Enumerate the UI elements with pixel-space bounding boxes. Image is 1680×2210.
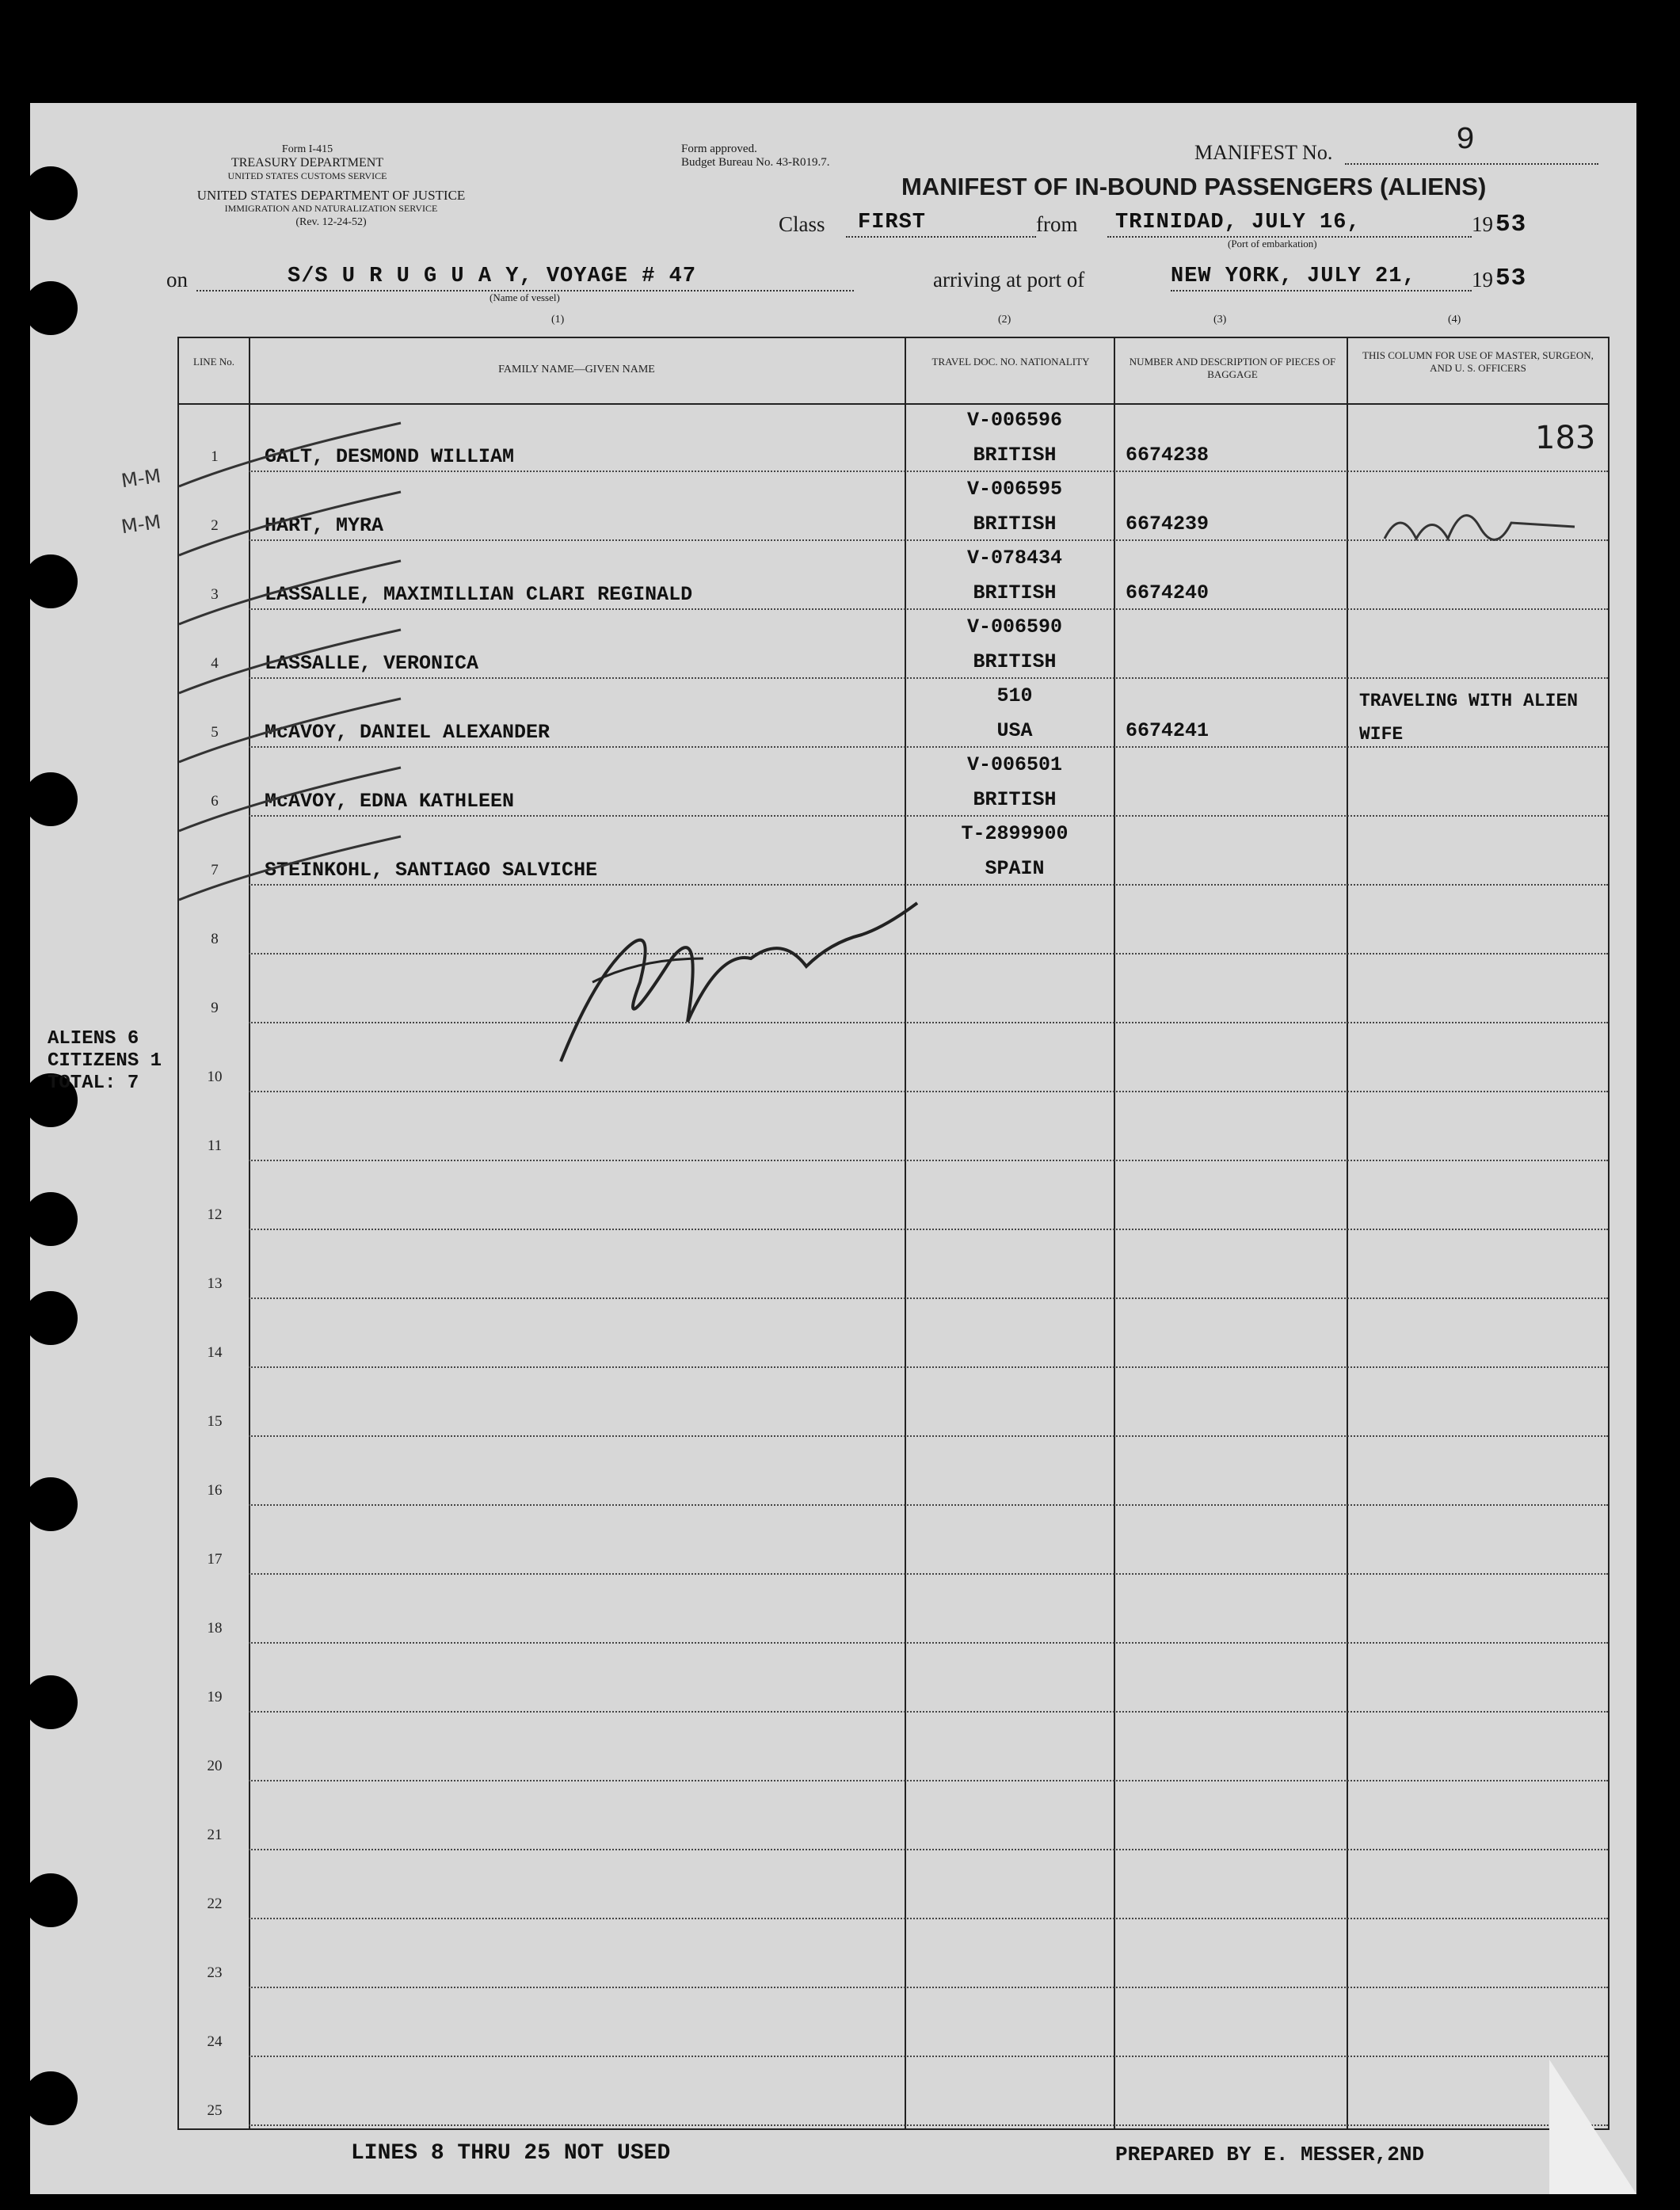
punch-hole	[24, 1675, 78, 1729]
punch-hole	[24, 1477, 78, 1531]
baggage-number: 6674238	[1126, 444, 1210, 467]
line-number: 6	[211, 793, 219, 810]
vessel-value: S/S U R U G U A Y, VOYAGE # 47	[288, 265, 697, 288]
punch-hole	[24, 166, 78, 220]
tick-mark	[179, 630, 401, 693]
tick-marks	[163, 394, 480, 996]
punch-hole	[24, 1192, 78, 1246]
travel-doc-number: T-2899900	[961, 822, 1069, 845]
baggage-number: 6674239	[1126, 512, 1210, 535]
nationality: BRITISH	[973, 512, 1057, 535]
row-rule	[249, 1780, 1608, 1781]
travel-doc-number: V-006595	[966, 478, 1063, 501]
col1-number: (1)	[551, 314, 565, 326]
row-rule	[249, 1504, 1608, 1506]
department-of-justice: UNITED STATES DEPARTMENT OF JUSTICE	[196, 188, 466, 203]
aliens-count: ALIENS 6	[48, 1028, 139, 1050]
line-number: 2	[211, 517, 219, 534]
tick-mark	[179, 768, 401, 831]
remarks: TRAVELING WITH ALIEN WIFE	[1359, 691, 1579, 745]
baggage-number: 6674241	[1126, 719, 1210, 742]
year2-suffix: 53	[1495, 265, 1527, 292]
line-number: 23	[207, 1964, 223, 1981]
form-id: Form I-415	[281, 143, 333, 155]
line-number: 20	[207, 1758, 223, 1774]
row-rule	[249, 2124, 1608, 2126]
col-officers-header: THIS COLUMN FOR USE OF MASTER, SURGEON, AND U. S. OFFICERS	[1362, 349, 1594, 374]
col-name-header: FAMILY NAME—GIVEN NAME	[498, 364, 655, 375]
passenger-table	[177, 337, 1610, 2130]
travel-doc-number: V-006596	[966, 409, 1063, 432]
year1-suffix: 53	[1495, 211, 1527, 238]
total-count: TOTAL: 7	[48, 1073, 139, 1094]
col2-number: (2)	[998, 314, 1011, 326]
line-number: 12	[207, 1206, 223, 1223]
arrival-value: NEW YORK, JULY 21,	[1171, 265, 1416, 288]
tick-mark	[179, 836, 401, 900]
passenger-name: HART, MYRA	[265, 514, 384, 537]
treasury-department: TREASURY DEPARTMENT	[230, 156, 384, 170]
class-value: FIRST	[858, 211, 927, 234]
line-number: 3	[211, 586, 219, 603]
line-number: 21	[207, 1827, 223, 1843]
nationality: BRITISH	[973, 788, 1057, 811]
class-underline	[846, 236, 1036, 238]
line-number: 5	[211, 724, 219, 741]
line-number: 24	[207, 2033, 223, 2050]
form-header-left	[189, 143, 426, 183]
manifest-no-underline	[1345, 163, 1598, 165]
col-baggage-header: NUMBER AND DESCRIPTION OF PIECES OF BAGGAGE	[1129, 356, 1336, 380]
citizens-count: CITIZENS 1	[48, 1050, 162, 1072]
lines-not-used: LINES 8 THRU 25 NOT USED	[351, 2141, 671, 2166]
from-value: TRINIDAD, JULY 16,	[1115, 211, 1361, 234]
manifest-no-label: MANIFEST No.	[1194, 141, 1333, 164]
col-line-header: LINE No.	[193, 356, 234, 368]
row-rule	[249, 1849, 1608, 1850]
line-number: 16	[207, 1482, 223, 1499]
row-rule	[249, 1573, 1608, 1575]
on-label: on	[166, 268, 188, 291]
handwritten-signature	[545, 887, 941, 1069]
tick-mark	[179, 699, 401, 762]
row-rule	[249, 2056, 1608, 2057]
justice-block	[165, 189, 497, 229]
punch-hole	[24, 772, 78, 826]
column-divider	[905, 338, 906, 2128]
manifest-title: MANIFEST OF IN-BOUND PASSENGERS (ALIENS)	[901, 173, 1487, 200]
column-divider	[1114, 338, 1115, 2128]
col4-number: (4)	[1448, 314, 1461, 326]
row-rule	[249, 1435, 1608, 1437]
customs-service: UNITED STATES CUSTOMS SERVICE	[227, 170, 387, 181]
line-number: 7	[211, 862, 219, 878]
line-number: 13	[207, 1275, 223, 1292]
tick-mark	[179, 492, 401, 555]
line-number: 17	[207, 1551, 223, 1568]
passenger-tally	[48, 1028, 162, 1095]
line-number: 10	[207, 1069, 223, 1085]
stamp-number: 183	[1535, 420, 1596, 456]
nationality: BRITISH	[973, 581, 1057, 604]
arriving-label: arriving at port of	[933, 268, 1085, 291]
line-number: 19	[207, 1689, 223, 1705]
tick-mark	[179, 561, 401, 624]
passenger-name: McAVOY, EDNA KATHLEEN	[265, 790, 515, 813]
row-rule	[249, 1160, 1608, 1161]
punch-hole	[24, 554, 78, 608]
tick-mark	[179, 423, 401, 486]
nationality: BRITISH	[973, 444, 1057, 467]
travel-doc-number: V-078434	[966, 547, 1063, 570]
row-rule	[249, 1642, 1608, 1644]
row-rule	[249, 1987, 1608, 1988]
from-label: from	[1036, 212, 1078, 236]
line-number: 14	[207, 1344, 223, 1361]
year2-prefix: 19	[1472, 268, 1493, 291]
col3-number: (3)	[1213, 314, 1227, 326]
line-number: 9	[211, 1000, 219, 1016]
arrival-underline	[1171, 290, 1472, 291]
revision-label: (Rev. 12-24-52)	[295, 216, 367, 228]
punch-hole	[24, 281, 78, 335]
punch-hole	[24, 1291, 78, 1345]
passenger-name: GALT, DESMOND WILLIAM	[265, 445, 515, 468]
row-rule	[249, 1711, 1608, 1713]
passenger-name: McAVOY, DANIEL ALEXANDER	[265, 721, 550, 744]
passenger-name: LASSALLE, VERONICA	[265, 652, 479, 675]
line-number: 8	[211, 931, 219, 947]
col-doc-header: TRAVEL DOC. NO. NATIONALITY	[931, 356, 1090, 368]
manifest-sheet	[30, 103, 1636, 2194]
year1-prefix: 19	[1472, 212, 1493, 236]
folded-corner	[1549, 2059, 1636, 2194]
nationality: USA	[996, 719, 1033, 742]
row-rule	[249, 1918, 1608, 1919]
ins-label: IMMIGRATION AND NATURALIZATION SERVICE	[224, 203, 438, 214]
baggage-number: 6674240	[1126, 581, 1210, 604]
line-number: 1	[211, 448, 219, 465]
passenger-name: LASSALLE, MAXIMILLIAN CLARI REGINALD	[265, 583, 693, 606]
officer-initials-signature	[1377, 483, 1583, 570]
line-number: 22	[207, 1896, 223, 1912]
row-rule	[249, 1297, 1608, 1299]
row-rule	[249, 1366, 1608, 1368]
line-number: 18	[207, 1620, 223, 1637]
margin-mark: M-M	[120, 464, 162, 493]
row-rule	[249, 1229, 1608, 1230]
line-number: 4	[211, 655, 219, 672]
margin-mark: M-M	[120, 510, 162, 539]
column-divider	[1347, 338, 1348, 2128]
passenger-name: STEINKOHL, SANTIAGO SALVICHE	[265, 859, 598, 882]
line-number: 15	[207, 1413, 223, 1430]
row-rule	[249, 1091, 1608, 1092]
travel-doc-number: V-006590	[966, 615, 1063, 638]
form-approved: Form approved.	[681, 143, 757, 155]
punch-hole	[24, 2071, 78, 2125]
line-number: 11	[207, 1137, 223, 1154]
manifest-number: 9	[1456, 123, 1476, 158]
line-number: 25	[207, 2102, 223, 2119]
prepared-by: PREPARED BY E. MESSER,2ND	[1115, 2143, 1425, 2166]
nationality: BRITISH	[973, 650, 1057, 673]
budget-bureau: Budget Bureau No. 43-R019.7.	[681, 156, 830, 169]
class-label: Class	[779, 212, 825, 236]
travel-doc-number: V-006501	[966, 753, 1063, 776]
punch-hole	[24, 1873, 78, 1927]
travel-doc-number: 510	[996, 684, 1033, 707]
port-caption: (Port of embarkation)	[1228, 238, 1317, 250]
form-approved-block	[681, 143, 829, 170]
vessel-caption: (Name of vessel)	[490, 291, 560, 303]
nationality: SPAIN	[985, 857, 1045, 880]
